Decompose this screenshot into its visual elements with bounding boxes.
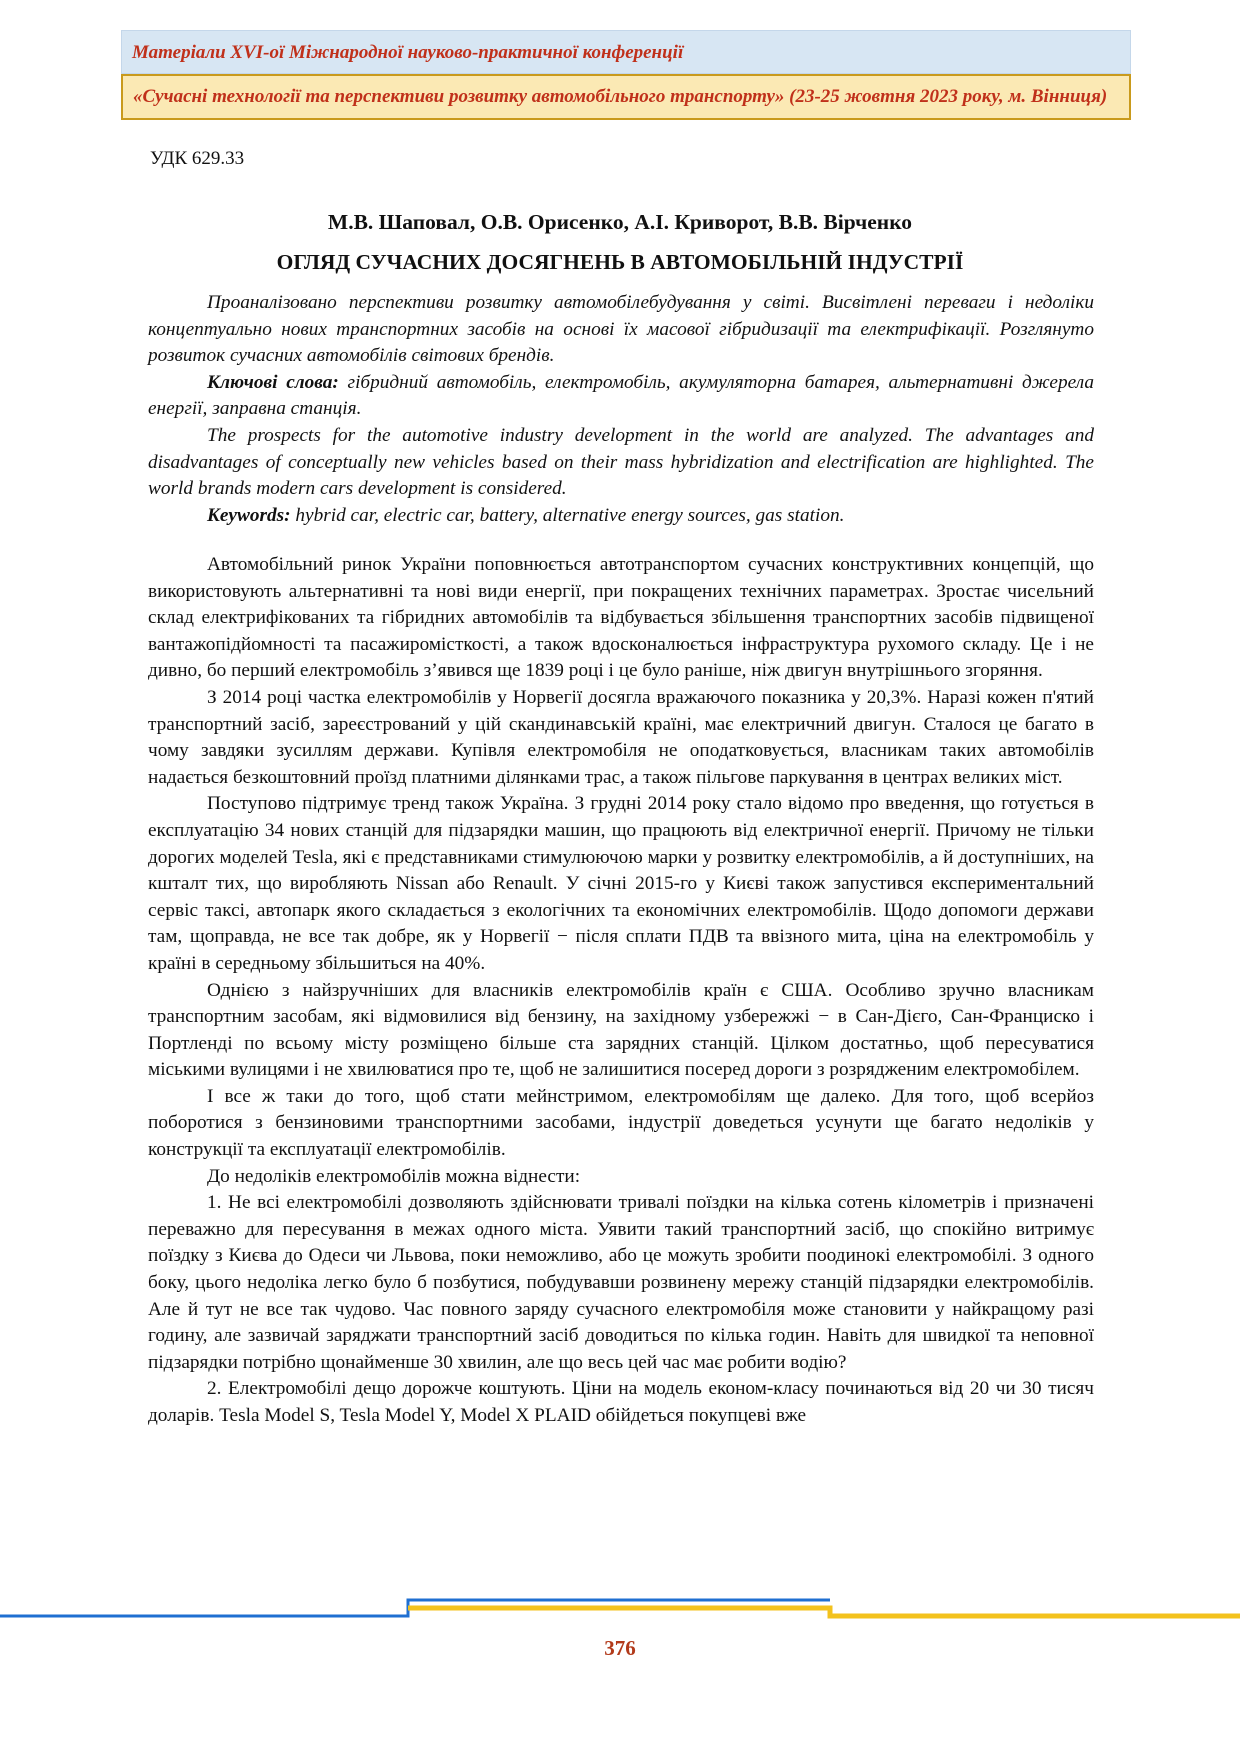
abstract-en: The prospects for the automotive industry development in the world are analyzed. The advantages and disadvantages of conceptually new vehicles based on their mass hybridization and electrification are highlighted. The world brands modern cars development is considered. [148,424,1094,500]
authors: М.В. Шаповал, О.В. Орисенко, А.І. Криворот, В.В. Вірченко [327,210,913,234]
abstract-block [148,290,1094,529]
udk-code: УДК 629.33 [150,148,245,169]
footer-yellow-line [408,1608,1240,1616]
keywords-en-text: hybrid car, electric car, battery, alternative energy sources, gas station. [290,504,845,526]
article-body [148,552,1094,1430]
paragraph: І все ж таки до того, щоб стати мейнстримом, електромобілям ще далеко. Для того, щоб всерйоз поборотися з бензиновими транспортними засобами, індустрії доведеться усунути ще багато недоліків у конструкції та експлуатації електромобілів. [148,1085,1094,1161]
paragraph: Автомобільний ринок України поповнюється автотранспортом сучасних конструктивних концепцій, що використовують альтернативні та нові види енергії, при покращених технічних параметрах. Зростає чисельний склад електрифікованих та гібридних автомобілів та відбувається збільшення транспортних засобів підвищеної вантажопідйомності та пасажиромісткості, а також вдосконалюється інфраструктура рухомого складу. Це і не дивно, бо перший електромобіль з’явився ще 1839 році і це було раніше, ніж двигун внутрішнього згоряння. [148,554,1094,682]
conference-header: Матеріали XVI-ої Міжнародної науково-практичної конференції [121,30,1131,74]
keywords-ua-text: гібридний автомобіль, електромобіль, акумуляторна батарея, альтернативні джерела енергії, заправна станція. [148,371,1094,420]
keywords-ua [148,370,1094,423]
list-item: 1. Не всі електромобілі дозволяють здійснювати тривалі поїздки на кілька сотень кілометрів і призначені переважно для пересування в межах одного міста. Уявити такий транспортний засіб, що спокійно витримує поїздку з Києва до Одеси чи Львова, поки неможливо, або це можуть зробити поодинокі електромобілі. З одного боку, цього недоліка легко було б позбутися, побудувавши розвинену мережу станцій підзарядки електромобілів. Але й тут не все так чудово. Час повного заряду сучасного електромобіля може становити у найкращому разі годину, але зазвичай заряджати транспортний засіб доводиться по кілька годин. Навіть для швидкої та неповної підзарядки потрібно щонайменше 30 хвилин, але що весь цей час має робити водію? [148,1192,1094,1373]
article-title: ОГЛЯД СУЧАСНИХ ДОСЯГНЕНЬ В АВТОМОБІЛЬНІЙ ІНДУСТРІЇ [276,250,964,274]
keywords-en [148,503,1094,530]
paragraph: Однією з найзручніших для власників електромобілів країн є США. Особливо зручно власникам транспортним засобам, які відмовилися від бензину, на західному узбережжі − в Сан-Дієго, Сан-Франциско і Портленді по всьому місту розміщено більше ста зарядних станцій. Цілком достатньо, щоб пересуватися міськими вулицями і не хвилюватися про те, щоб не залишитися посеред дороги з розрядженим електромобілем. [148,979,1094,1081]
conference-subheader: «Сучасні технології та перспективи розвитку автомобільного транспорту» (23-25 жовтня 2023 року, м. Вінниця) [121,74,1131,120]
keywords-ua-label: Ключові слова: [207,371,339,393]
paragraph: До недоліків електромобілів можна віднести: [207,1165,581,1187]
keywords-en-label: Keywords: [207,504,291,526]
abstract-ua: Проаналізовано перспективи розвитку автомобілебудування у світі. Висвітлені переваги і недоліки концептуально нових транспортних засобів на основі їх масової гібридизації та електрифікації. Розглянуто розвиток сучасних автомобілів світових брендів. [148,292,1094,367]
footer-decoration [0,1592,1240,1632]
paragraph: З 2014 році частка електромобілів у Норвегії досягла вражаючого показника у 20,3%. Наразі кожен п'ятий транспортний засіб, зареєстрований у цій скандинавській країні, має електричний двигун. Сталося це багато в чому завдяки зусиллям держави. Купівля електромобіля не оподатковується, власникам таких автомобілів надається безкоштовний проїзд платними ділянками трас, а також пільгове паркування в центрах великих міст. [148,686,1094,788]
paragraph: Поступово підтримує тренд також Україна. З грудні 2014 року стало відомо про введення, що готується в експлуатацію 34 нових станцій для підзарядки машин, що працюють від електричної енергії. Причому не тільки дорогих моделей Tesla, які є представниками стимулюючою марки у розвитку електромобілів, а й доступніших, на кшталт тих, що виробляють Nissan або Renault. У січні 2015-го у Києві також запустився експериментальний сервіс таксі, автопарк якого складається з екологічних та економічних електромобілів. Щодо допомоги держави там, щоправда, не все так добре, як у Норвегії − після сплати ПДВ та ввізного мита, ціна на електромобіль у країні в середньому збільшиться на 40%. [148,793,1094,974]
list-item: 2. Електромобілі дещо дорожче коштують. Ціни на модель економ-класу починаються від 20 чи 30 тисяч доларів. Tesla Model S, Tesla Model Y, Model X PLAID обійдеться покупцеві вже [148,1378,1094,1426]
page-number: 376 [604,1636,636,1660]
